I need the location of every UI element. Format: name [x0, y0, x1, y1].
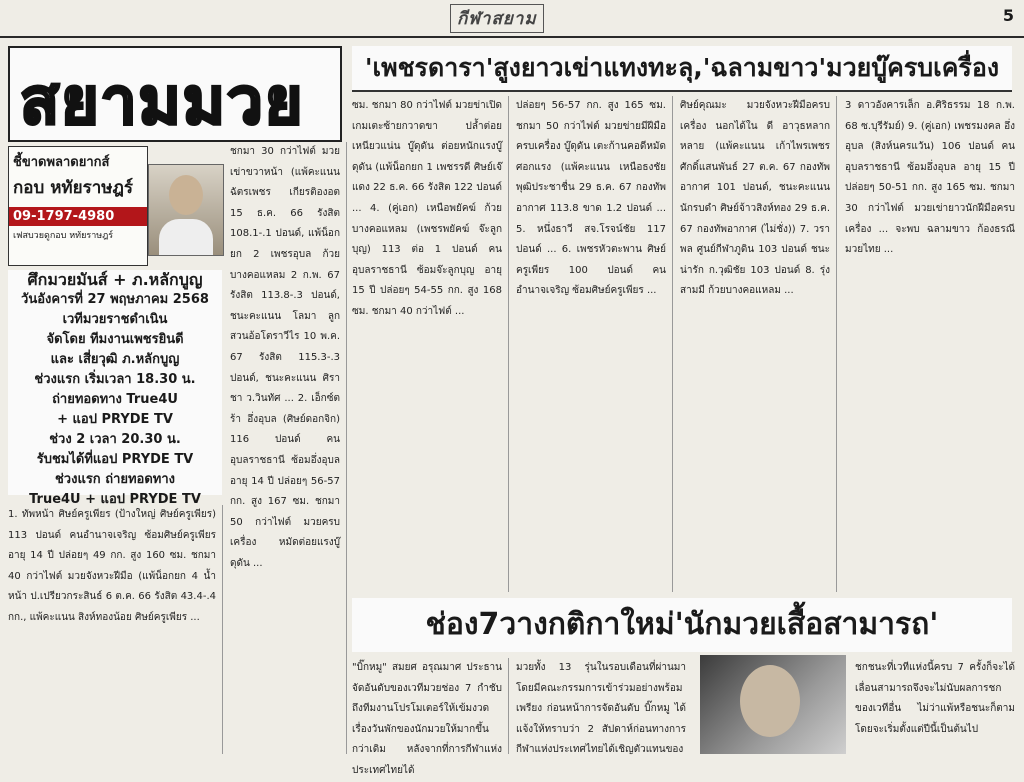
author-name: กอบ หทัยราษฎร์	[13, 178, 134, 198]
masthead-title: กีฬาสยาม	[450, 4, 544, 33]
bottom-column-2: มวยทั้ง 13 รุ่นในรอบเดือนที่ผ่านมา โดยมีคณะกรรมการเข้าร่วมอย่างพร้อมเพรียง ก่อนหน้าการจัดอันดับ บิ๊กหมู ได้แจ้งให้ทราบว่า 2 สัปดาห์ก่อนทางการกีฬาแห่งประเทศไทยได้เชิญตัวแทนของ	[516, 662, 686, 756]
fight-card-line: และ เสี่ยวุฒิ ภ.หลักบูญ	[50, 352, 180, 367]
article-column-6: 3 ดาวอังคารเล็ก อ.ศิริธรรม 18 ก.พ. 68 ซ.บุรีรัมย์) 9. (คู่เอก) เพชรมงคล อึ่งอุบล (สิงห์นครแวัน) 106 ปอนด์ คนอุบลราชธานี ซ้อมอึ่งอุบล อายุ 15 ปี ปล่อยๆ 50-51 กก. สูง 165 ซม. ชกมา 30 กว่าไฟต์ มวยเข่ายาวนักฝีมือครบเครื่อง ... จะพบ ฉลามขาว ก้องธรณีมวยไทย ...	[845, 100, 1015, 256]
fight-card-line: วันอังคารที่ 27 พฤษภาคม 2568	[21, 292, 209, 307]
bottom-column-1: "บิ๊กหมู" สมยศ อรุณมาศ ประธานจัดอันดับของเวทีมวยช่อง 7 กำชับถึงทีมงานโปรโมเตอร์ให้เข้มงวด เรื่องวันพักของนักมวยให้มากขึ้นกว่าเดิม หลังจากที่การกีฬาแห่งประเทศไทยได้	[352, 658, 509, 754]
article-column-1: 1. ทัพหน้า ศิษย์ครูเพียร (ป้างใหญ่ ศิษย์ครูเพียร) 113 ปอนด์ คนอำนาจเจริญ ซ้อมศิษย์ครูเพียร อายุ 14 ปี ปล่อยๆ 49 กก. สูง 160 ซม. ชกมา 40 กว่าไฟต์ มวยจังหวะฝีมือ (แพ้น็อกยก 4 น้ำหน้า ป.เปรียวกระสินธ์ 6 ต.ค. 66 รังสิต 43.4-.4 กก., แพ้คะแนน สิงห์ทองน้อย ศิษย์ครูเพียร ...	[8, 505, 223, 754]
headline-top	[352, 46, 1012, 92]
headline-bottom-text: ช่อง7วางกติกาใหม่'นักมวยเสื้อสามารถ'	[425, 607, 939, 642]
fight-card-line: ถ่ายทอดทาง True4U	[52, 392, 178, 407]
fight-card-line: True4U + แอป PRYDE TV	[29, 492, 201, 507]
fight-card-line: ช่วง 2 เวลา 20.30 น.	[49, 432, 181, 447]
article-column-3: ซม. ชกมา 80 กว่าไฟต์ มวยข่าเปิดเกมเตะซ้ายกวาดขา ปล้ำต่อยเหนียวแน่น บู๊ดุดัน ต่อยหนักแรงบู๊ดุดัน (แพ้น็อกยก 1 เพชรรดี ศิษย์เจ๊แดง 22 ธ.ค. 66 รังสิต 122 ปอนด์ ... 4. (คู่เอก) เหนือพยัคฆ์ ก้วยบางคอแหลม (เพชรพยัคฆ์ จ๊ะลูกบุญ) 113 ต่อ 1 ปอนด์ คนอุบลราชธานี ซ้อมจ๊ะลูกบุญ อายุ 15 ปี ปล่อยๆ 54-55 กก. สูง 168 ซม. ชกมา 40 กว่าไฟต์ ...	[352, 96, 509, 592]
author-avatar	[148, 164, 224, 256]
section-logo-text: สยามมวย	[20, 65, 305, 139]
headline-bottom	[352, 598, 1012, 652]
article-column-4: ปล่อยๆ 56-57 กก. สูง 165 ซม. ชกมา 50 กว่าไฟต์ มวยข่ายมีฝีมือครบเครื่อง บู๊ดุดัน เตะก้านคอดีหมัดศอกแรง (แพ้คะแนน เหนือธงชัย พุฒิประชาชื่น 29 ธ.ค. 67 กองทัพอากาศ 113.8 ขาด 1.2 ปอนด์ ... 5. หนึ่งธาวี สจ.โรจน์ชัย 117 ปอนด์ ... 6. เพชรหัวตะพาน ศิษย์ครูเพียร 100 ปอนด์ คนอำนาจเจริญ ซ้อมศิษย์ครูเพียร ...	[516, 96, 673, 592]
author-box	[8, 146, 148, 266]
fight-card-line: ศึกมวยมันส์ + ภ.หลักบูญ	[27, 270, 203, 289]
fight-card-line: จัดโดย ทีมงานเพชรยินดี	[46, 332, 184, 347]
page-number: 5	[1002, 6, 1014, 25]
fight-card-line: ช่วงแรก ถ่ายทอดทาง	[54, 472, 176, 487]
author-phone: 09-1797-4980	[9, 207, 147, 226]
column-name: ชี้ขาดพลาดยากส์	[13, 155, 110, 170]
masthead	[0, 0, 1024, 38]
fight-card-box	[8, 270, 222, 507]
fight-card-line: ช่วงแรก เริ่มเวลา 18.30 น.	[34, 372, 196, 387]
official-photo	[700, 655, 846, 754]
author-facebook: เฟสบวยดูกอบ หทัยราษฎร์	[13, 231, 114, 241]
article-column-5: ศิษย์คุณมะ มวยจังหวะฝีมือครบเครื่อง นอกได้ใน ดี อาวุธหลากหลาย (แพ้คะแนน เก้าไพรเพชร ศักดิ์แสนพันธ์ 27 ต.ค. 67 กองทัพอากาศ 101 ปอนด์, ชนะคะแนน นักรบดำ ศิษย์จ้าวสิงห์ทอง 29 ธ.ค. 67 กองทัพอากาศ (ไม่ชั่ง)) 7. วราพล ศูนย์กีฬาภูดิน 103 ปอนด์ ชนะ น่ารัก ก.วุฒิชัย 103 ปอนด์ 8. รุ่งสามมี ก้วยบางคอแหลม ...	[680, 96, 837, 592]
article-column-2: ชกมา 30 กว่าไฟต์ มวยเข่าขวาหน้า (แพ้คะแนน ฉัตรเพชร เกียรติองอต 15 ธ.ค. 66 รังสิต 108.1-.1 ปอนด์, แพ้น็อกยก 2 เพชรอุบล ก้วยบางคอแหลม 2 ก.พ. 67 รังสิต 113.8-.3 ปอนด์, ชนะคะแนน โลมา ลูกสวนอ้อโตราวีไร 10 พ.ค. 67 รังสิต 115.3-.3 ปอนด์, ชนะคะแนน ศิราชา ว.วินทัศ ... 2. เอ็กซ์ตร้า อึ่งอุบล (ศิษย์ดอกจิก) 116 ปอนด์ คนอุบลราชธานี ซ้อมอึ่งอุบล อายุ 14 ปี ปล่อยๆ 56-57 กก. สูง 167 ซม. ชกมา 50 กว่าไฟต์ มวยครบเครื่อง หมัดต่อยแรงบู๊ดุดัน ...	[230, 142, 347, 754]
headline-top-text: 'เพชรดารา'สูงยาวเข่าแทงทะลุ,'ฉลามขาว'มวยบู๊ครบเครื่อง	[364, 53, 1000, 82]
fight-card-line: เวทีมวยราชดำเนิน	[62, 312, 168, 327]
fight-card-line: รับชมได้ที่แอป PRYDE TV	[36, 452, 194, 467]
section-logo	[8, 46, 342, 142]
bottom-column-3: ชกชนะที่เวทีแห่งนี้ครบ 7 ครั้งก็จะได้เลื่อนสามารถจึงจะไม่นับผลการชกของเวทีอื่น ไม่ว่าแพ้หรือชนะก็ตาม โดยจะเริ่มตั้งแต่ปีนี้เป็นต้นไป	[855, 662, 1015, 735]
fight-card-line: + แอป PRYDE TV	[57, 412, 173, 427]
